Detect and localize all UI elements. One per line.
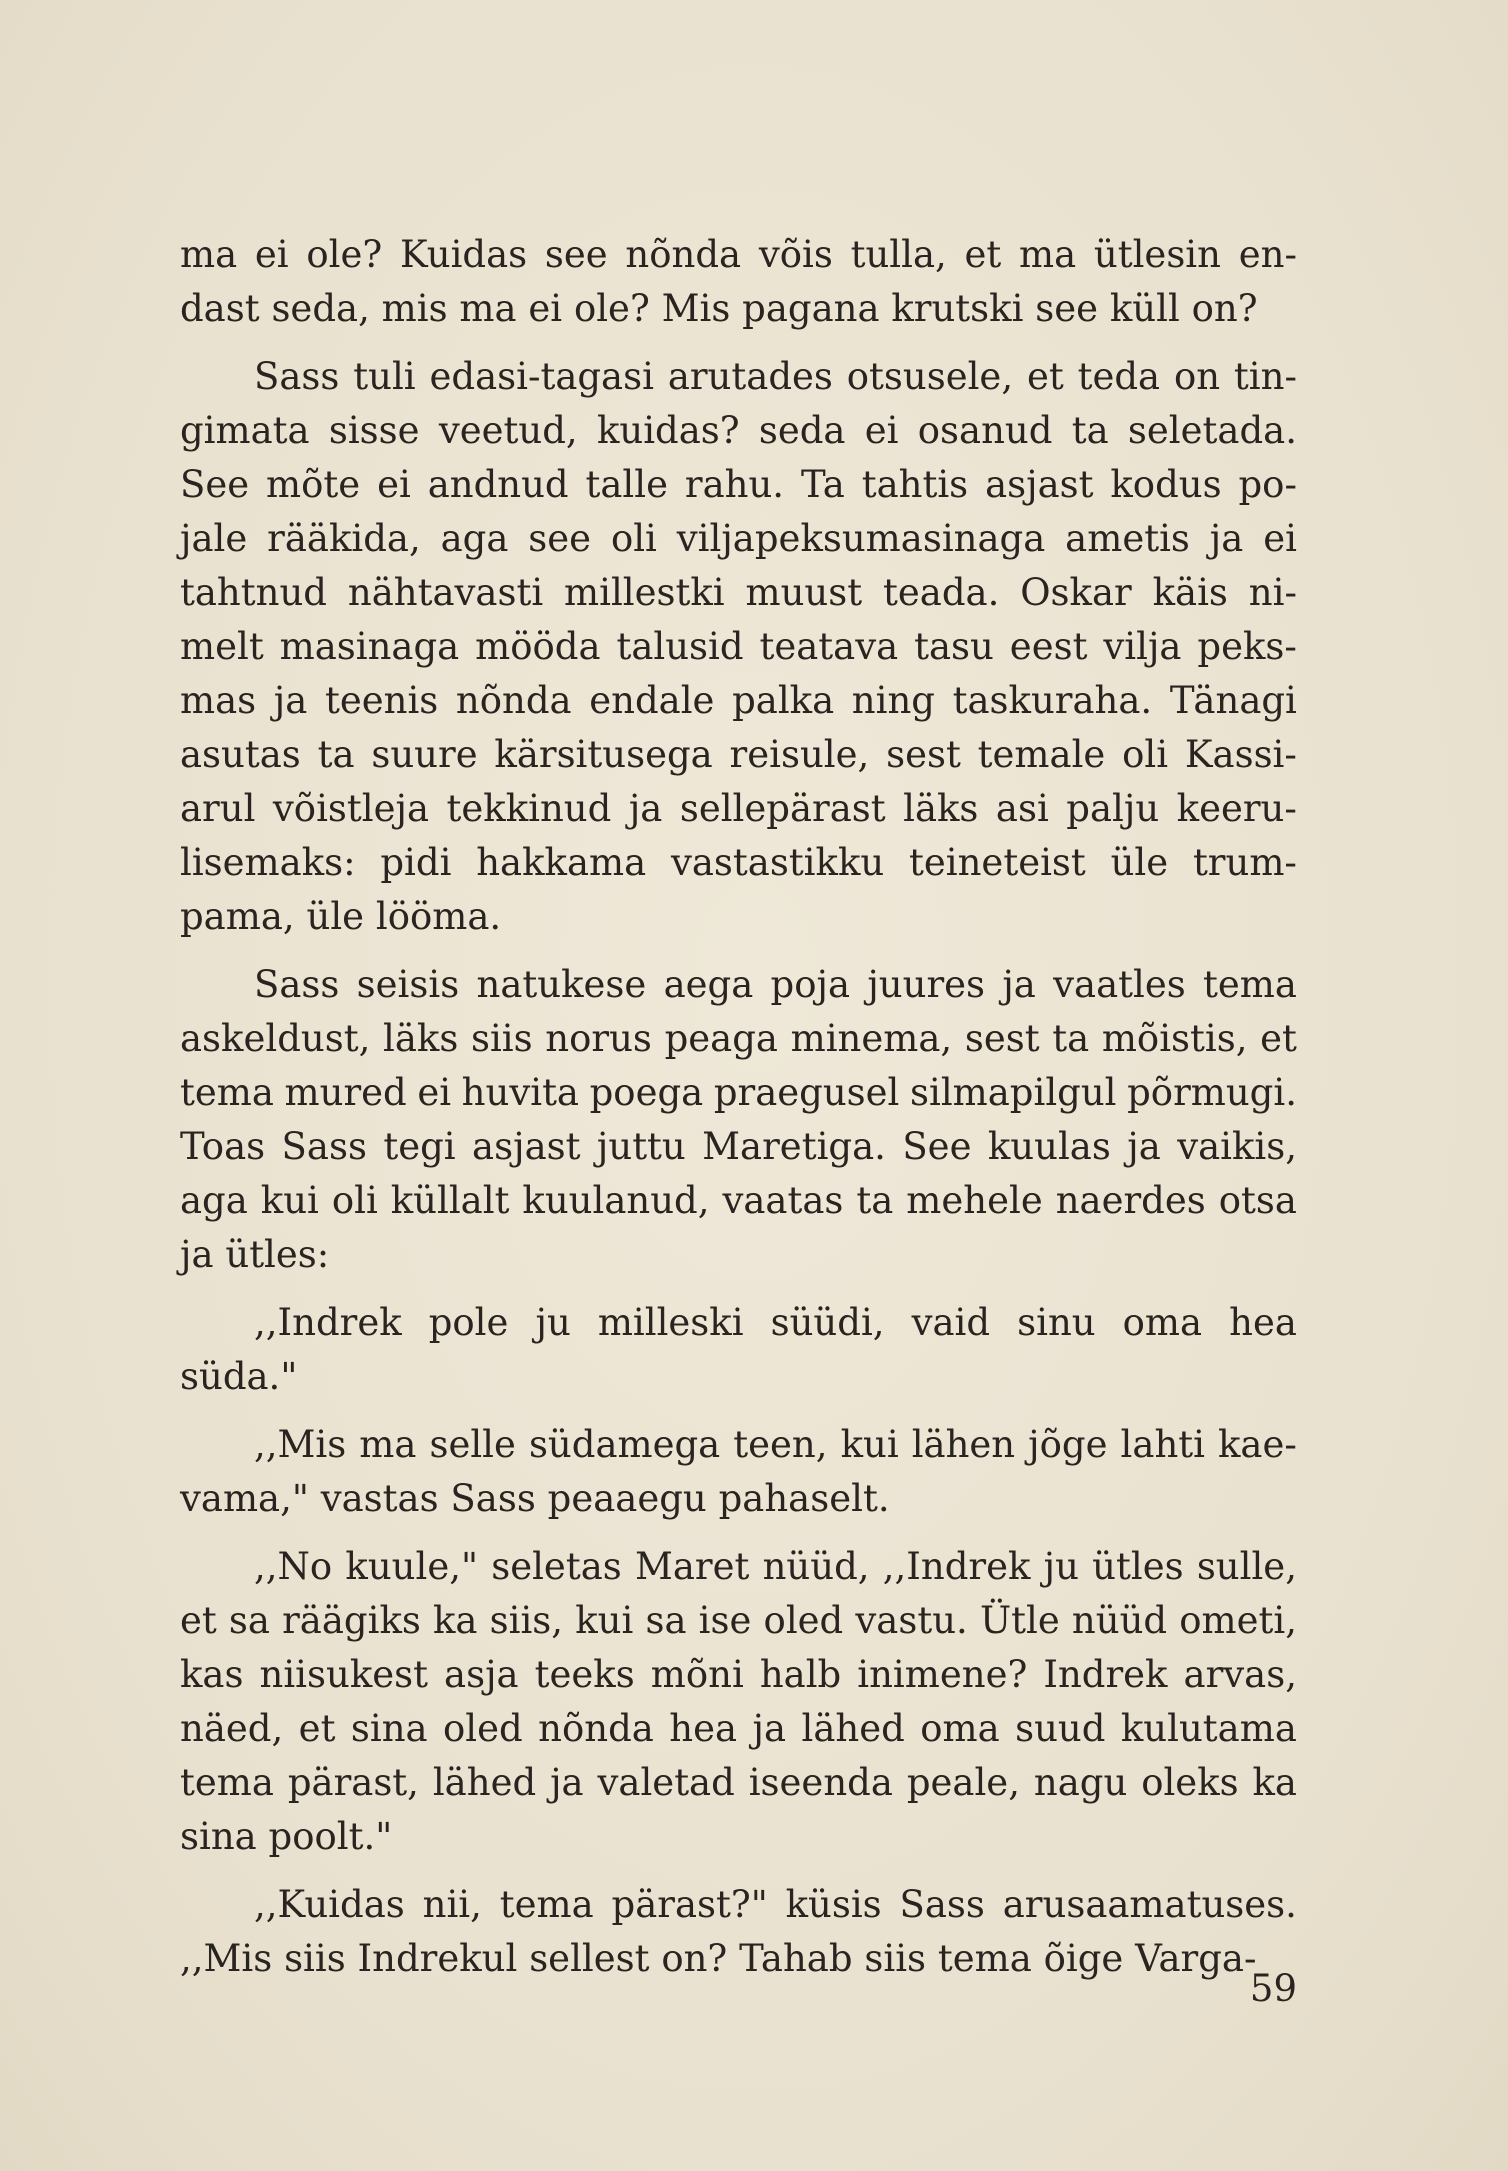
text-line: ,,Indrek pole ju milleski süüdi, vaid sinu oma hea [254, 1301, 1297, 1344]
text-line: ,,Mis ma selle südamega teen, kui lähen jõge lahti kae- [254, 1423, 1297, 1466]
text-line: ,,Kuidas nii, tema pärast?" küsis Sass arusaamatuses. [254, 1883, 1297, 1926]
text-line: vama," vastas Sass peaaegu pahaselt. [180, 1477, 890, 1520]
text-line: lisemaks: pidi hakkama vastastikku teineteist üle trum- [180, 841, 1297, 884]
text-line: dast seda, mis ma ei ole? Mis pagana krutski see küll on? [180, 287, 1258, 330]
text-line: ma ei ole? Kuidas see nõnda võis tulla, et ma ütlesin en- [180, 233, 1297, 276]
text-line: Sass tuli edasi-tagasi arutades otsusele, et teda on tin- [254, 355, 1297, 398]
paragraph-gap [180, 1864, 1297, 1878]
paragraph [180, 228, 1297, 336]
text-line: näed, et sina oled nõnda hea ja lähed oma suud kulutama [180, 1707, 1297, 1750]
paragraph [180, 958, 1297, 1282]
text-line: tahtnud nähtavasti millestki muust teada. Oskar käis ni- [180, 571, 1297, 614]
text-line: ,,Mis siis Indrekul sellest on? Tahab siis tema õige Varga- [180, 1937, 1257, 1980]
text-line: tema pärast, lähed ja valetad iseenda peale, nagu oleks ka [180, 1761, 1297, 1804]
text-line: et sa räägiks ka siis, kui sa ise oled vastu. Ütle nüüd ometi, [180, 1599, 1297, 1642]
text-line: aga kui oli küllalt kuulanud, vaatas ta mehele naerdes otsa [180, 1179, 1297, 1222]
text-line: askeldust, läks siis norus peaga minema, sest ta mõistis, et [180, 1017, 1297, 1060]
paragraph-gap [180, 944, 1297, 958]
paragraph [180, 1418, 1297, 1526]
text-line: Toas Sass tegi asjast juttu Maretiga. See kuulas ja vaikis, [180, 1125, 1297, 1168]
paragraph [180, 1540, 1297, 1864]
paragraph-gap [180, 1526, 1297, 1540]
text-line: süda." [180, 1355, 298, 1398]
text-line: sina poolt." [180, 1815, 393, 1858]
paragraph-gap [180, 336, 1297, 350]
paragraph [180, 350, 1297, 944]
text-line: gimata sisse veetud, kuidas? seda ei osanud ta seletada. [180, 409, 1297, 452]
paragraph [180, 1878, 1297, 1986]
text-line: pama, üle lööma. [180, 895, 502, 938]
page-number: 59 [1249, 1967, 1297, 2010]
text-line: ,,No kuule," seletas Maret nüüd, ,,Indrek ju ütles sulle, [254, 1545, 1297, 1588]
text-line: melt masinaga mööda talusid teatava tasu eest vilja peks- [180, 625, 1297, 668]
body-text [180, 228, 1297, 1986]
text-line: arul võistleja tekkinud ja sellepärast läks asi palju keeru- [180, 787, 1297, 830]
paragraph-gap [180, 1404, 1297, 1418]
paragraph [180, 1296, 1297, 1404]
text-line: Sass seisis natukese aega poja juures ja vaatles tema [254, 963, 1297, 1006]
text-line: tema mured ei huvita poega praegusel silmapilgul põrmugi. [180, 1071, 1297, 1114]
text-line: asutas ta suure kärsitusega reisule, sest temale oli Kassi- [180, 733, 1297, 776]
text-line: mas ja teenis nõnda endale palka ning taskuraha. Tänagi [180, 679, 1297, 722]
paragraph-gap [180, 1282, 1297, 1296]
text-line: See mõte ei andnud talle rahu. Ta tahtis asjast kodus po- [180, 463, 1297, 506]
text-line: kas niisukest asja teeks mõni halb inimene? Indrek arvas, [180, 1653, 1297, 1696]
text-line: jale rääkida, aga see oli viljapeksumasinaga ametis ja ei [180, 517, 1297, 560]
text-line: ja ütles: [180, 1233, 330, 1276]
